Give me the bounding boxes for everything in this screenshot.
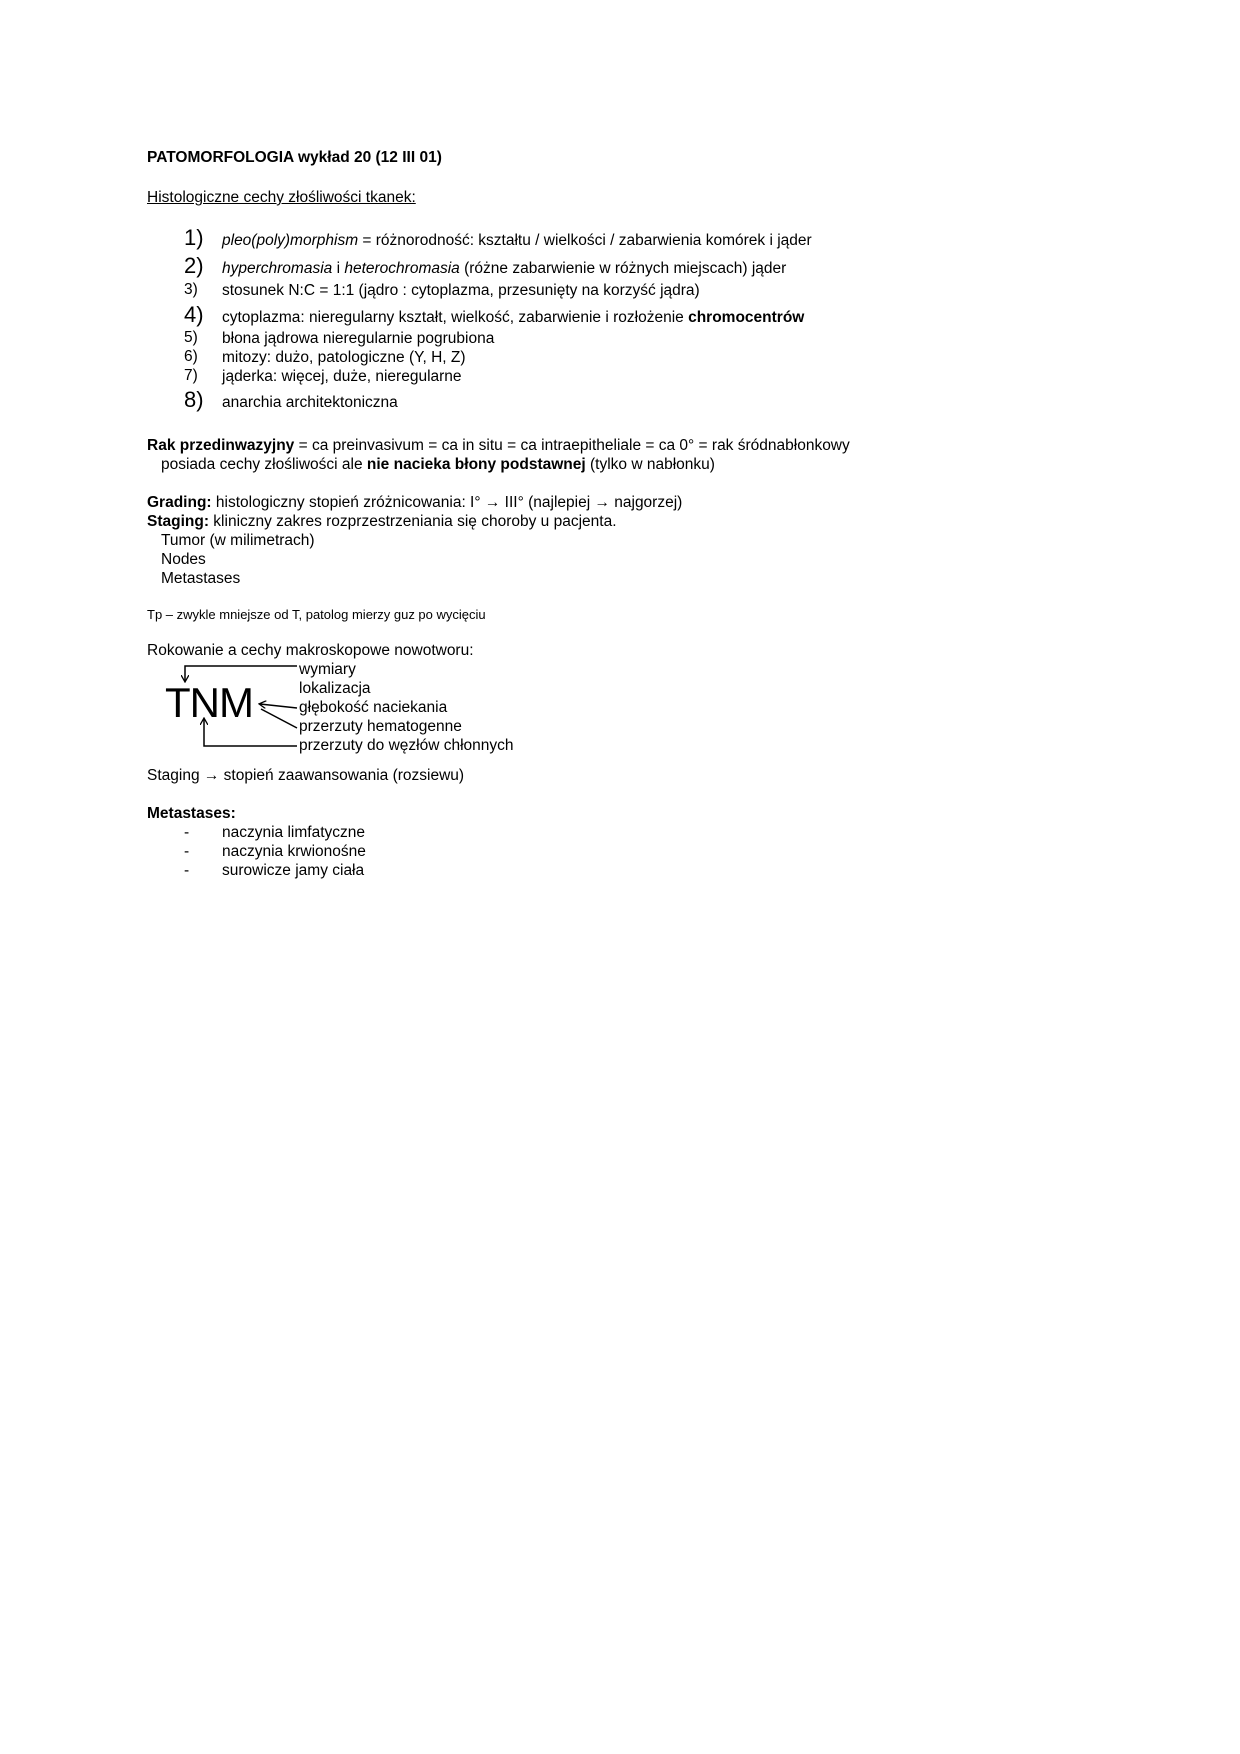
feature-text-part: = różnorodność: kształtu / wielkości / zabarwienia komórek i jąder [358, 232, 812, 249]
feature-number: 2) [184, 253, 204, 278]
feature-text-part: hyperchromasia [222, 260, 333, 277]
staging-text: kliniczny zakres rozprzestrzeniania się choroby u pacjenta. [209, 513, 617, 530]
metastases-bullet: - [184, 843, 190, 860]
feature-text-part: jąderka: więcej, duże, nieregularne [222, 368, 462, 385]
feature-text-part: błona jądrowa nieregularnie pogrubiona [222, 330, 495, 347]
metastases-bullet: - [184, 824, 190, 841]
feature-number: 1) [184, 225, 204, 250]
grading-text: histologiczny stopień zróżnicowania: I° → III° (najlepiej → najgorzej) [211, 494, 683, 511]
tnm-item-przerzuty-hematogenne: przerzuty hematogenne [299, 718, 462, 735]
arrow-wezly-to-n [204, 719, 297, 746]
staging-label: Staging: [147, 513, 209, 530]
tnm-item-przerzuty-wezly: przerzuty do węzłów chłonnych [299, 737, 514, 754]
rak-desc-start: posiada cechy złośliwości ale [161, 456, 367, 473]
feature-text-part: chromocentrów [688, 309, 805, 326]
grading-label: Grading: [147, 494, 212, 511]
feature-text-part: cytoplazma: nieregularny kształt, wielkość, zabarwienie i rozłożenie [222, 309, 689, 326]
feature-text-part: mitozy: dużo, patologiczne (Y, H, Z) [222, 349, 466, 366]
tnm-item-wymiary: wymiary [299, 661, 356, 678]
feature-number: 6) [184, 348, 198, 365]
staging-summary: Staging → stopień zaawansowania (rozsiewu) [147, 767, 465, 784]
staging-item-tumor: Tumor (w milimetrach) [161, 532, 315, 549]
rak-synonyms: = ca preinvasivum = ca in situ = ca intraepitheliale = ca 0° = rak śródnabłonkowy [294, 437, 850, 454]
feature-text-part: i [332, 260, 345, 277]
arrow-wymiary-to-t [185, 666, 297, 681]
page-title: PATOMORFOLOGIA wykład 20 (12 III 01) [147, 149, 442, 166]
metastases-heading: Metastases: [147, 805, 236, 822]
feature-text-part: anarchia architektoniczna [222, 394, 398, 411]
feature-text-part: heterochromasia [344, 260, 460, 277]
feature-text-part: (różne zabarwienie w różnych miejscach) jąder [459, 260, 787, 277]
staging-item-metastases: Metastases [161, 570, 241, 587]
feature-number: 4) [184, 302, 204, 327]
feature-number: 3) [184, 281, 198, 298]
tnm-item-lokalizacja: lokalizacja [299, 680, 371, 697]
section-heading-histologic-features: Histologiczne cechy złośliwości tkanek: [147, 189, 416, 206]
note-tp: Tp – zwykle mniejsze od T, patolog mierzy guz po wycięciu [147, 607, 486, 622]
metastases-item: naczynia krwionośne [222, 843, 366, 860]
tnm-item-glebokosc: głębokość naciekania [299, 699, 448, 716]
feature-number: 7) [184, 367, 198, 384]
rak-desc-bold: nie nacieka błony podstawnej [366, 456, 586, 473]
metastases-item: naczynia limfatyczne [222, 824, 366, 841]
metastases-item: surowicze jamy ciała [222, 862, 365, 879]
staging-item-nodes: Nodes [161, 551, 206, 568]
rokowanie-heading: Rokowanie a cechy makroskopowe nowotworu: [147, 642, 474, 659]
tnm-label: TNM [165, 679, 253, 726]
arrow-glebokosc-to-m [260, 704, 297, 708]
rak-term: Rak przedinwazyjny [147, 437, 295, 454]
arrow-hematogenne-to-m [261, 709, 297, 728]
metastases-bullet: - [184, 862, 190, 879]
feature-number: 8) [184, 387, 204, 412]
feature-text-part: pleo(poly)morphism [222, 232, 359, 249]
feature-text-part: stosunek N:C = 1:1 (jądro : cytoplazma, przesunięty na korzyść jądra) [222, 282, 700, 299]
rak-desc-end: (tylko w nabłonku) [585, 456, 715, 473]
feature-number: 5) [184, 329, 198, 346]
